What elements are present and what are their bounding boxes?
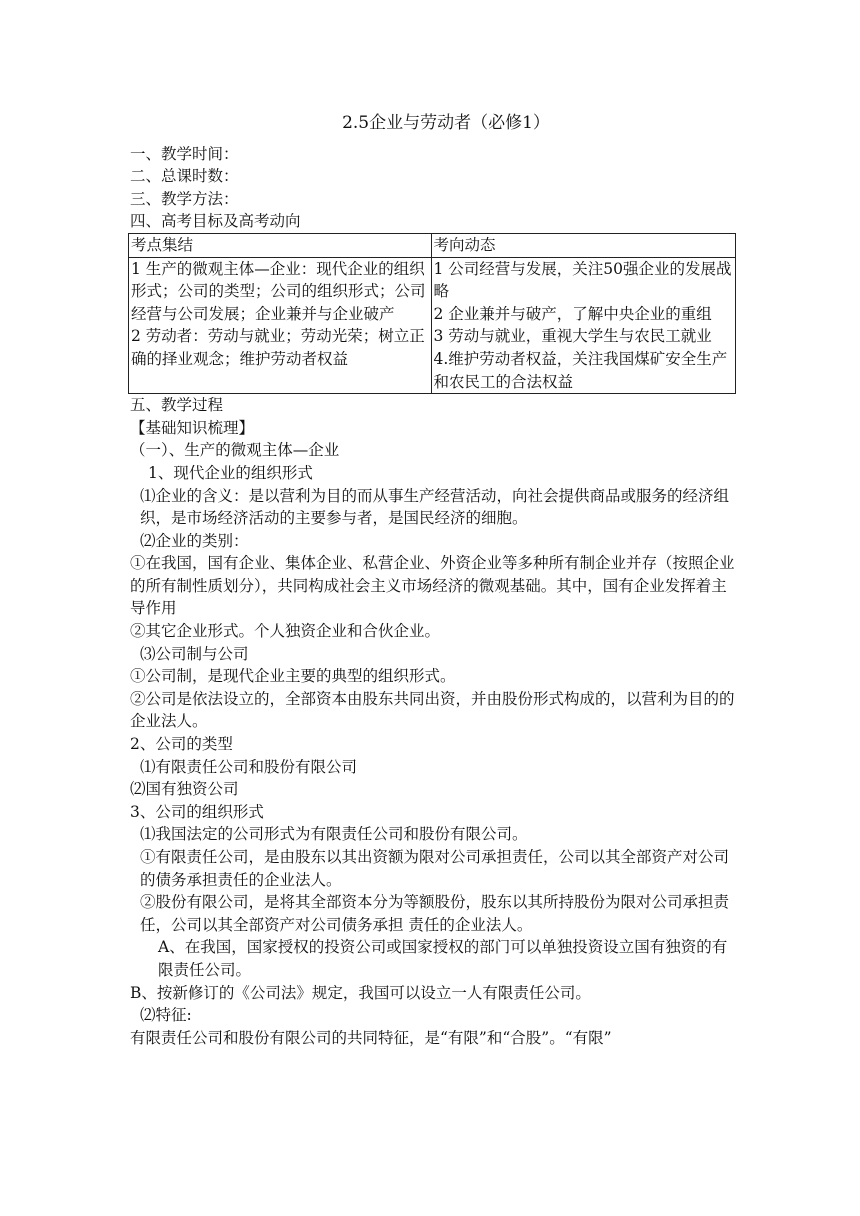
process-heading: 五、教学过程 xyxy=(130,396,224,415)
list-item: 1 生产的微观主体—企业：现代企业的组织形式；公司的类型；公司的组织形式；公司经营与公司发展；企业兼并与企业破产 xyxy=(131,259,426,323)
paragraph: ①在我国，国有企业、集体企业、私营企业、外资企业等多种所有制企业并存（按照企业的所有制性质划分），共同构成社会主义市场经济的微观基础。其中，国有企业发挥着主导作用 xyxy=(130,554,735,618)
list-item: 2 企业兼并与破产，了解中央企业的重组 xyxy=(433,304,712,323)
table-cell-key-points xyxy=(129,257,432,394)
paragraph: ⑵国有独资公司 xyxy=(130,780,239,799)
basics-heading: 【基础知识梳理】 xyxy=(130,418,255,437)
table-cell-trends xyxy=(431,257,736,394)
paragraph: B、按新修订的《公司法》规定，我国可以设立一人有限责任公司。 xyxy=(130,983,591,1002)
paragraph: ⑵企业的类别： xyxy=(140,531,249,550)
paragraph: ②股份有限公司，是将其全部资本分为等额股份，股东以其所持股份为限对公司承担责任，公司以其全部资产对公司债务承担 责任的企业法人。 xyxy=(140,893,730,934)
list-item: 2 劳动者：劳动与就业；劳动光荣；树立正确的择业观念；维护劳动者权益 xyxy=(131,327,425,368)
document-page xyxy=(130,112,742,1049)
table-row xyxy=(129,257,736,394)
section-heading: （一）、生产的微观主体—企业 xyxy=(130,441,340,460)
teaching-time: 一、教学时间： xyxy=(130,144,239,163)
paragraph: ⑴企业的含义：是以营利为目的而从事生产经营活动，向社会提供商品或服务的经济组织，是市场经济活动的主要参与者，是国民经济的细胞。 xyxy=(140,486,730,528)
list-item: 3 劳动与就业，重视大学生与农民工就业 xyxy=(433,327,712,346)
goals-table xyxy=(128,233,736,394)
paragraph: ②公司是依法设立的，全部资本由股东共同出资，并由股份形式构成的，以营利为目的的企业法人。 xyxy=(130,689,735,731)
list-item: 4.维护劳动者权益，关注我国煤矿安全生产和农民工的合法权益 xyxy=(433,349,728,391)
paragraph: ⑴我国法定的公司形式为有限责任公司和股份有限公司。 xyxy=(140,825,528,844)
total-hours: 二、总课时数： xyxy=(130,167,239,186)
paragraph: ⑴有限责任公司和股份有限公司 xyxy=(140,757,358,776)
paragraph: ⑵特征: xyxy=(140,1006,192,1025)
subsection-heading: 3、公司的组织形式 xyxy=(130,802,264,821)
list-item: 1 公司经营与发展，关注50强企业的发展战略 xyxy=(433,259,732,301)
table-header-cell: 考向动态 xyxy=(431,233,736,257)
paragraph: ⑶公司制与公司 xyxy=(140,644,249,663)
page-title: 2.5企业与劳动者（必修1） xyxy=(342,113,550,133)
subsection-heading: 1、现代企业的组织形式 xyxy=(148,463,313,482)
paragraph: A、在我国，国家授权的投资公司或国家授权的部门可以单独投资设立国有独资的有限责任公司。 xyxy=(158,938,728,979)
paragraph: ①公司制，是现代企业主要的典型的组织形式。 xyxy=(130,667,456,686)
paragraph: ②其它企业形式。个人独资企业和合伙企业。 xyxy=(130,622,441,641)
table-header-row xyxy=(129,233,736,257)
paragraph: ①有限责任公司，是由股东以其出资额为限对公司承担责任，公司以其全部资产对公司的债务承担责任的企业法人。 xyxy=(140,848,730,889)
teaching-method: 三、教学方法： xyxy=(130,189,239,208)
subsection-heading: 2、公司的类型 xyxy=(130,735,233,754)
goals-heading: 四、高考目标及高考动向 xyxy=(130,212,301,231)
paragraph: 有限责任公司和股份有限公司的共同特征，是“有限”和“合股”。“有限” xyxy=(130,1028,612,1047)
table-header-cell: 考点集结 xyxy=(129,233,432,257)
